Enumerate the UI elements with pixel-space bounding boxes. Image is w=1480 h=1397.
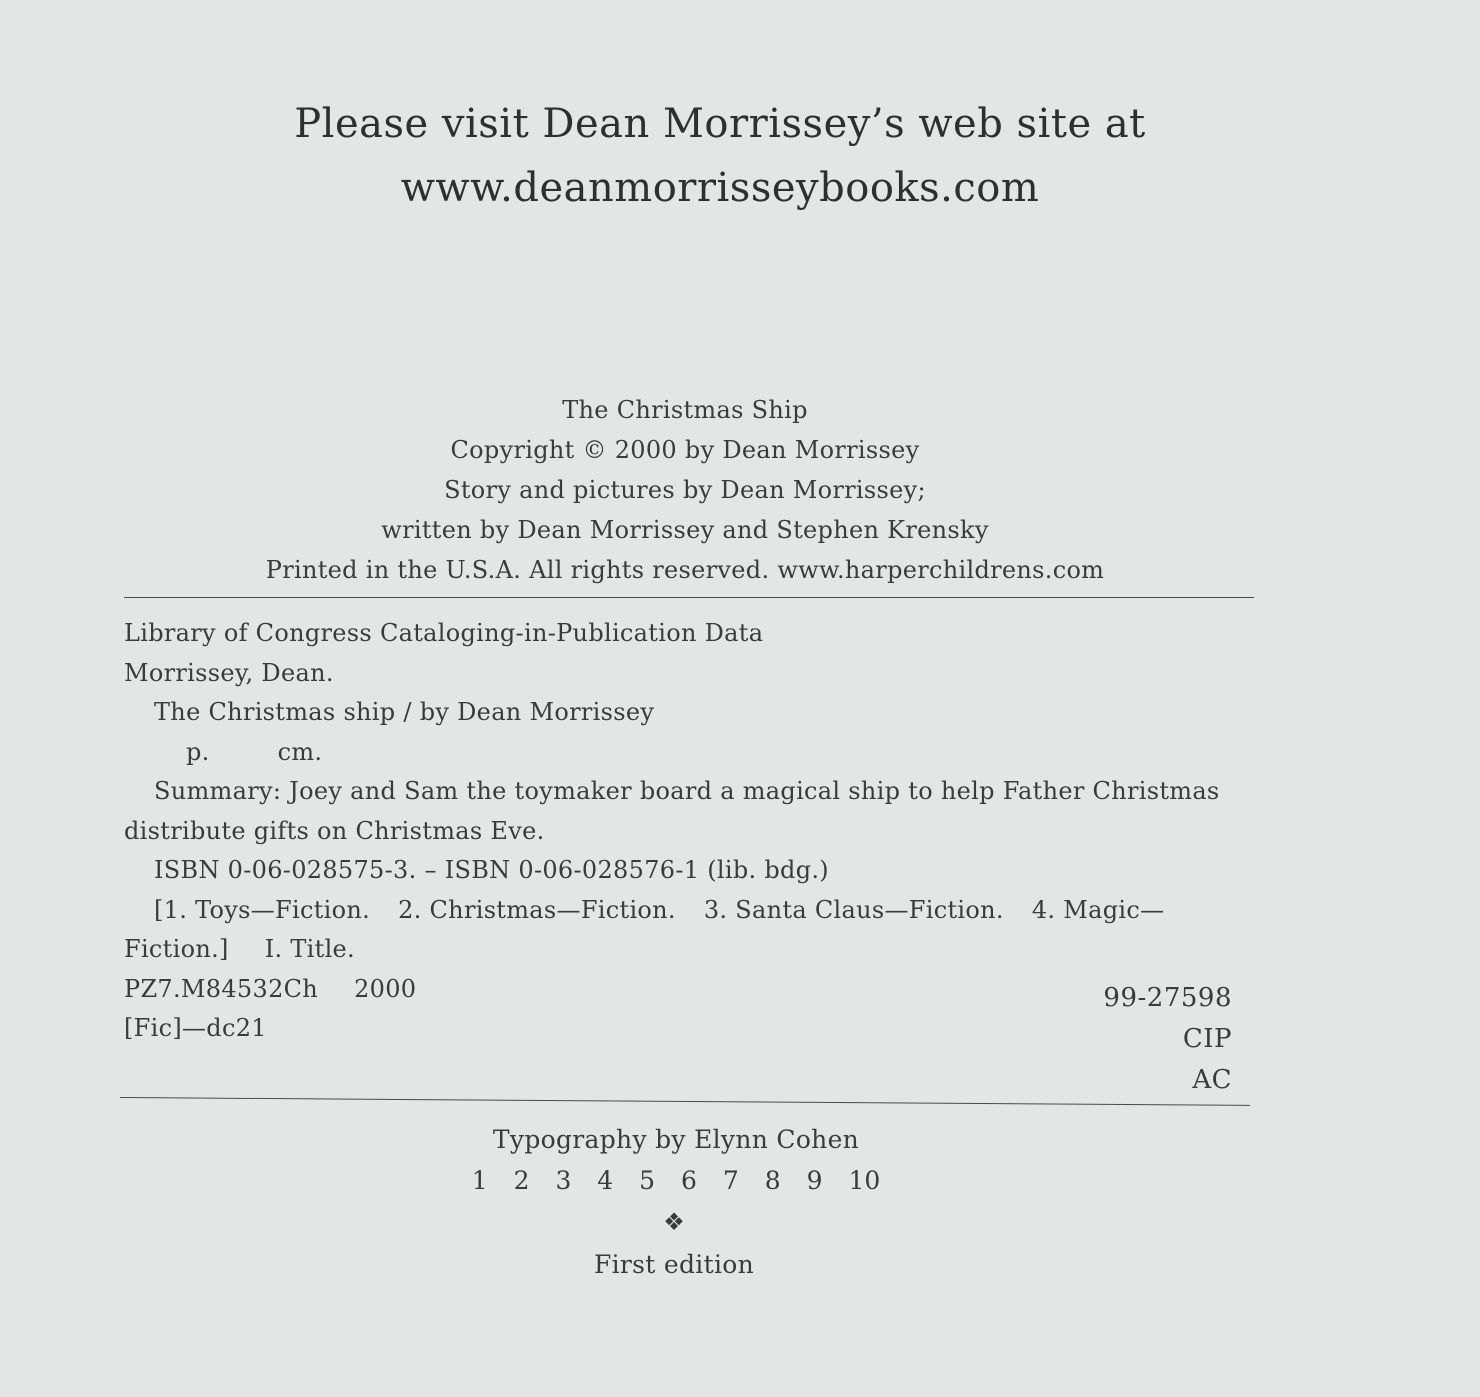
- website-notice: [0, 92, 1440, 220]
- book-title: The Christmas Ship: [562, 396, 808, 424]
- cip-block: [124, 614, 1244, 1049]
- cip-physical: [124, 733, 1244, 773]
- story-credit: Story and pictures by Dean Morrissey;: [444, 476, 926, 504]
- cip-subject-4-cont: Fiction.]: [124, 935, 229, 963]
- printing-number: 5: [639, 1166, 656, 1195]
- cip-heading: Library of Congress Cataloging-in-Publication Data: [124, 619, 764, 647]
- cip-label: CIP: [1182, 1024, 1232, 1054]
- cip-subjects-line2: [124, 930, 1244, 970]
- printing-number: 8: [764, 1166, 781, 1195]
- printed-notice: Printed in the U.S.A. All rights reserved. www.harperchildrens.com: [265, 556, 1105, 584]
- cip-isbn: ISBN 0-06-028575-3. – ISBN 0-06-028576-1 (lib. bdg.): [154, 856, 829, 884]
- website-url: www.deanmorrisseybooks.com: [400, 165, 1040, 211]
- cip-summary-line2: distribute gifts on Christmas Eve.: [124, 816, 545, 845]
- website-notice-line1: Please visit Dean Morrissey’s web site at: [294, 101, 1146, 147]
- cip-lccn: 99-27598: [1103, 983, 1232, 1013]
- cip-pages: p.: [186, 737, 210, 766]
- cip-title-line: The Christmas ship / by Dean Morrissey: [154, 698, 655, 726]
- cip-subject-3: 3. Santa Claus—Fiction.: [703, 895, 1004, 924]
- ornament-icon: ❖: [663, 1208, 685, 1236]
- cip-class-year: 2000: [354, 974, 417, 1003]
- cip-subject-1: [1. Toys—Fiction.: [154, 895, 371, 924]
- edition-label: First edition: [593, 1250, 754, 1279]
- cip-subject-4: 4. Magic—: [1031, 895, 1165, 924]
- cip-summary-line1: Summary: Joey and Sam the toymaker board a magical ship to help Father Christmas: [154, 777, 1220, 805]
- printing-number: 6: [681, 1166, 697, 1195]
- printing-number: 4: [597, 1166, 614, 1195]
- cip-classification: [124, 970, 1244, 1010]
- typography-credit: Typography by Elynn Cohen: [492, 1125, 860, 1154]
- printing-number: 2: [513, 1166, 530, 1195]
- printing-number: 10: [848, 1166, 881, 1195]
- printing-number: 1: [471, 1166, 488, 1195]
- cip-cm: cm.: [277, 737, 323, 766]
- printing-number: 7: [722, 1166, 739, 1195]
- credits-block: [0, 390, 1370, 590]
- cip-author: Morrissey, Dean.: [124, 658, 334, 687]
- cip-class-number: PZ7.M84532Ch: [124, 974, 319, 1003]
- printing-number: 9: [806, 1166, 823, 1195]
- ac-label: AC: [1192, 1065, 1232, 1095]
- divider-bottom: [120, 1097, 1250, 1106]
- cip-title-entry: I. Title.: [264, 935, 355, 963]
- cip-dewey: [Fic]—dc21: [124, 1014, 267, 1042]
- printing-numbers: [0, 1166, 1352, 1195]
- cip-subjects: [124, 891, 1244, 931]
- copyright-line: Copyright © 2000 by Dean Morrissey: [450, 436, 920, 464]
- cip-subject-2: 2. Christmas—Fiction.: [398, 895, 676, 924]
- printing-number: 3: [555, 1166, 572, 1195]
- divider-top: [124, 597, 1254, 598]
- cip-right-block: [1103, 978, 1232, 1101]
- written-credit: written by Dean Morrissey and Stephen Krensky: [381, 516, 989, 544]
